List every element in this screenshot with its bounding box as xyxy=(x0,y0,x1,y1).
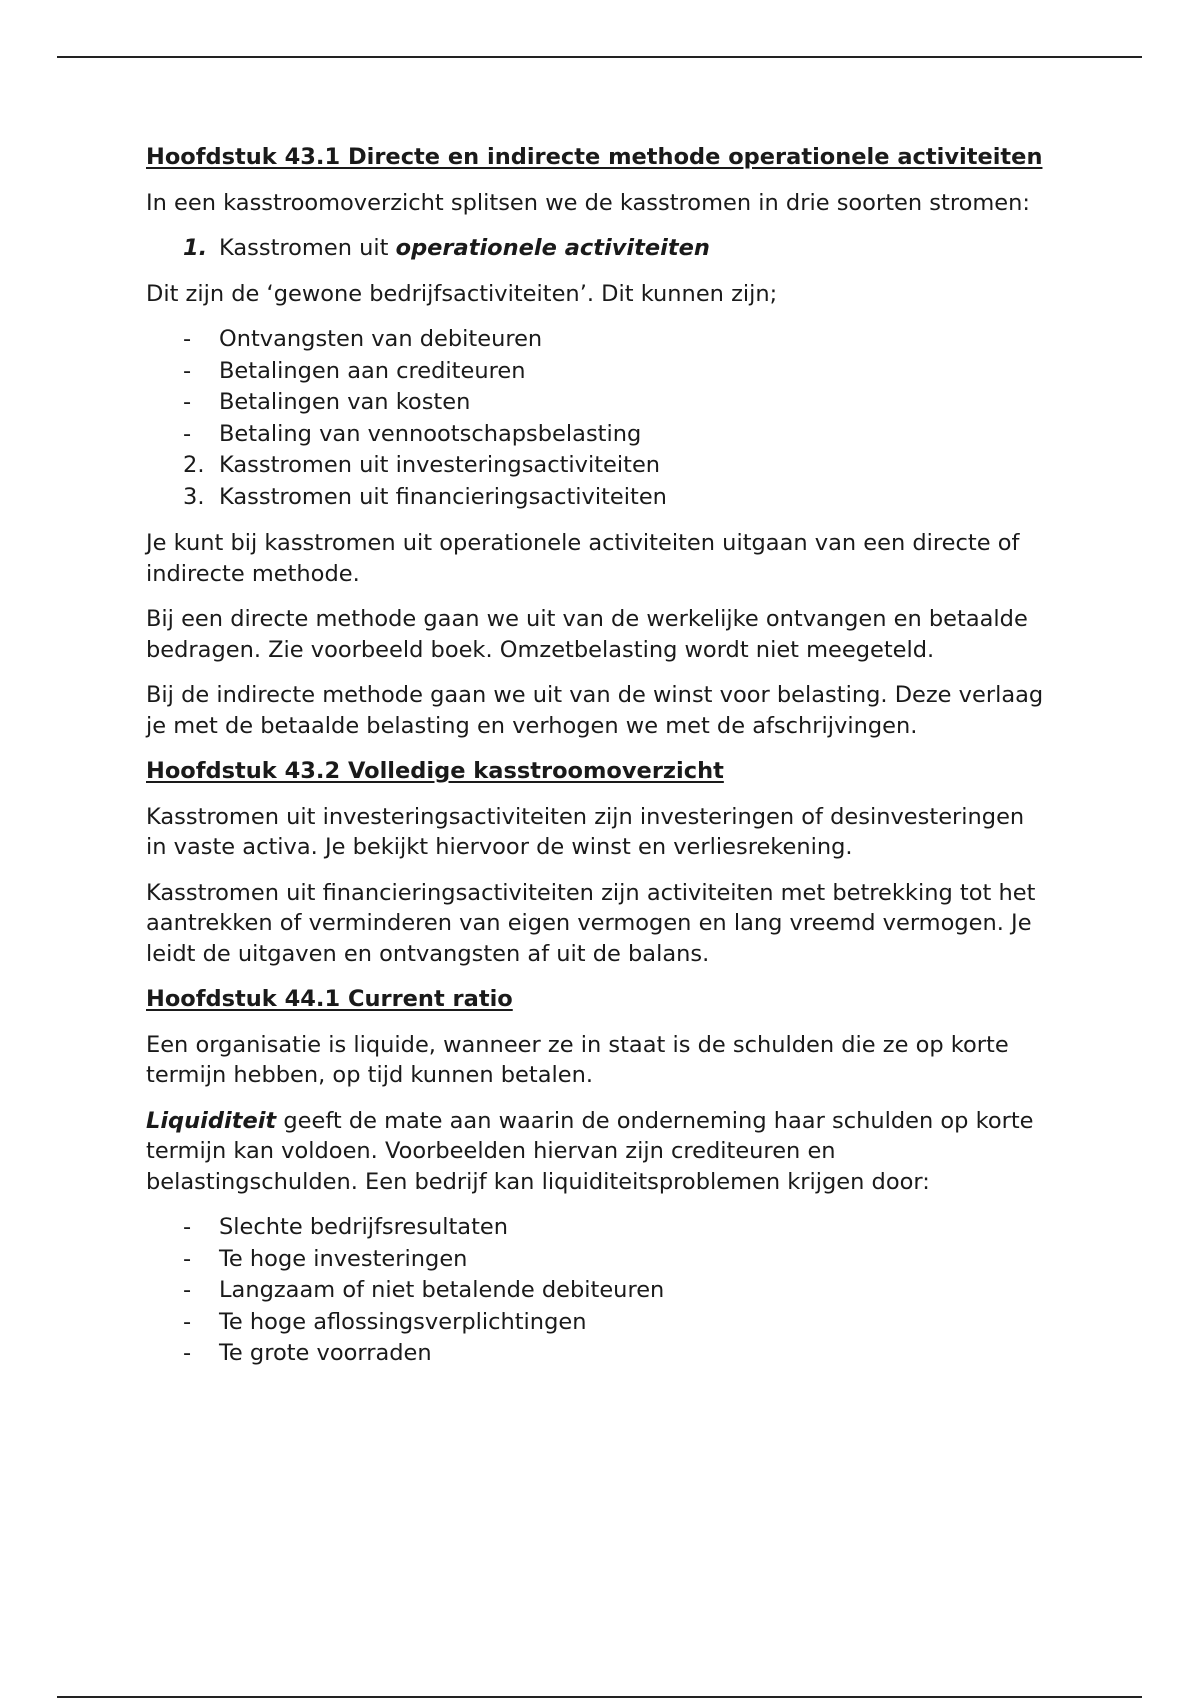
list-item xyxy=(146,324,1046,356)
paragraph-intro: In een kasstroomoverzicht splitsen we de kasstromen in drie soorten stromen: xyxy=(146,189,1030,216)
list-item xyxy=(146,419,1046,451)
header-rule xyxy=(57,56,1142,58)
document-body xyxy=(146,142,1046,1385)
item-number: 1. xyxy=(183,235,208,261)
heading-43-2: Hoofdstuk 43.2 Volledige kasstroomoverzicht xyxy=(146,758,724,784)
liquiditeit-text: geeft de mate aan waarin de onderneming haar schulden op korte termijn kan voldoen. Voorbeelden hiervan zijn crediteuren en belastingschulden. Een bedrijf kan liquiditeitsproblemen krijgen door: xyxy=(146,1107,1034,1195)
list-marker: - xyxy=(183,420,192,447)
paragraph-direct: Bij een directe methode gaan we uit van de werkelijke ontvangen en betaalde bedragen. Zie voorbeeld boek. Omzetbelasting wordt niet meegeteld. xyxy=(146,606,1028,663)
list-item xyxy=(146,1275,1046,1307)
list-operational xyxy=(146,324,1046,513)
list-liquidity-problems xyxy=(146,1212,1046,1370)
list-item-text: Langzaam of niet betalende debiteuren xyxy=(219,1277,665,1303)
list-item xyxy=(146,482,1046,514)
list-marker: 3. xyxy=(183,483,205,510)
paragraph-liquide: Een organisatie is liquide, wanneer ze in staat is de schulden die ze op korte termijn hebben, op tijd kunnen betalen. xyxy=(146,1031,1009,1088)
list-item xyxy=(146,1338,1046,1370)
list-item xyxy=(146,1244,1046,1276)
list-item xyxy=(146,356,1046,388)
list-marker: - xyxy=(183,326,192,352)
list-marker: - xyxy=(183,357,192,384)
paragraph-invest: Kasstromen uit investeringsactiviteiten zijn investeringen of desinvesteringen in vaste activa. Je bekijkt hiervoor de winst en verliesrekening. xyxy=(146,803,1025,860)
footer-rule xyxy=(57,1696,1142,1698)
list-item-text: Betaling van vennootschapsbelasting xyxy=(219,420,642,447)
paragraph-financ: Kasstromen uit financieringsactiviteiten zijn activiteiten met betrekking tot het aantrekken of verminderen van eigen vermogen en lang vreemd vermogen. Je leidt de uitgaven en ontvangsten af uit de balans. xyxy=(146,879,1036,967)
paragraph-liquiditeit xyxy=(146,1106,1046,1198)
numbered-item-1 xyxy=(183,233,1046,264)
item-text xyxy=(219,233,710,264)
list-item xyxy=(146,1307,1046,1339)
list-item xyxy=(146,450,1046,482)
list-marker: - xyxy=(183,1308,192,1335)
list-item xyxy=(146,1212,1046,1244)
list-item-text: Betalingen van kosten xyxy=(219,389,471,415)
list-item-text: Kasstromen uit financieringsactiviteiten xyxy=(219,483,667,510)
paragraph-methode: Je kunt bij kasstromen uit operationele activiteiten uitgaan van een directe of indirecte methode. xyxy=(146,530,1020,587)
heading-44-1: Hoofdstuk 44.1 Current ratio xyxy=(146,986,513,1012)
list-item xyxy=(146,387,1046,419)
list-marker: - xyxy=(183,389,192,415)
item-text-emphasis: operationele activiteiten xyxy=(395,235,710,261)
list-item-text: Betalingen aan crediteuren xyxy=(219,357,526,384)
list-marker: - xyxy=(183,1214,192,1240)
paragraph-indirect: Bij de indirecte methode gaan we uit van de winst voor belasting. Deze verlaag je met de betaalde belasting en verhogen we met de afschrijvingen. xyxy=(146,682,1044,739)
list-marker: 2. xyxy=(183,452,205,478)
list-item-text: Te grote voorraden xyxy=(219,1340,432,1366)
item-text-plain: Kasstromen uit xyxy=(219,235,396,261)
heading-43-1: Hoofdstuk 43.1 Directe en indirecte methode operationele activiteiten xyxy=(146,144,1043,170)
list-item-text: Te hoge aflossingsverplichtingen xyxy=(219,1308,587,1335)
list-marker: - xyxy=(183,1277,192,1303)
term-liquiditeit: Liquiditeit xyxy=(146,1107,277,1134)
list-marker: - xyxy=(183,1340,192,1366)
list-marker: - xyxy=(183,1245,192,1272)
list-item-text: Te hoge investeringen xyxy=(219,1245,468,1272)
list-item-text: Slechte bedrijfsresultaten xyxy=(219,1214,508,1240)
paragraph-gewone: Dit zijn de ‘gewone bedrijfsactiviteiten’. Dit kunnen zijn; xyxy=(146,280,778,307)
list-item-text: Kasstromen uit investeringsactiviteiten xyxy=(219,452,661,478)
list-item-text: Ontvangsten van debiteuren xyxy=(219,326,543,352)
